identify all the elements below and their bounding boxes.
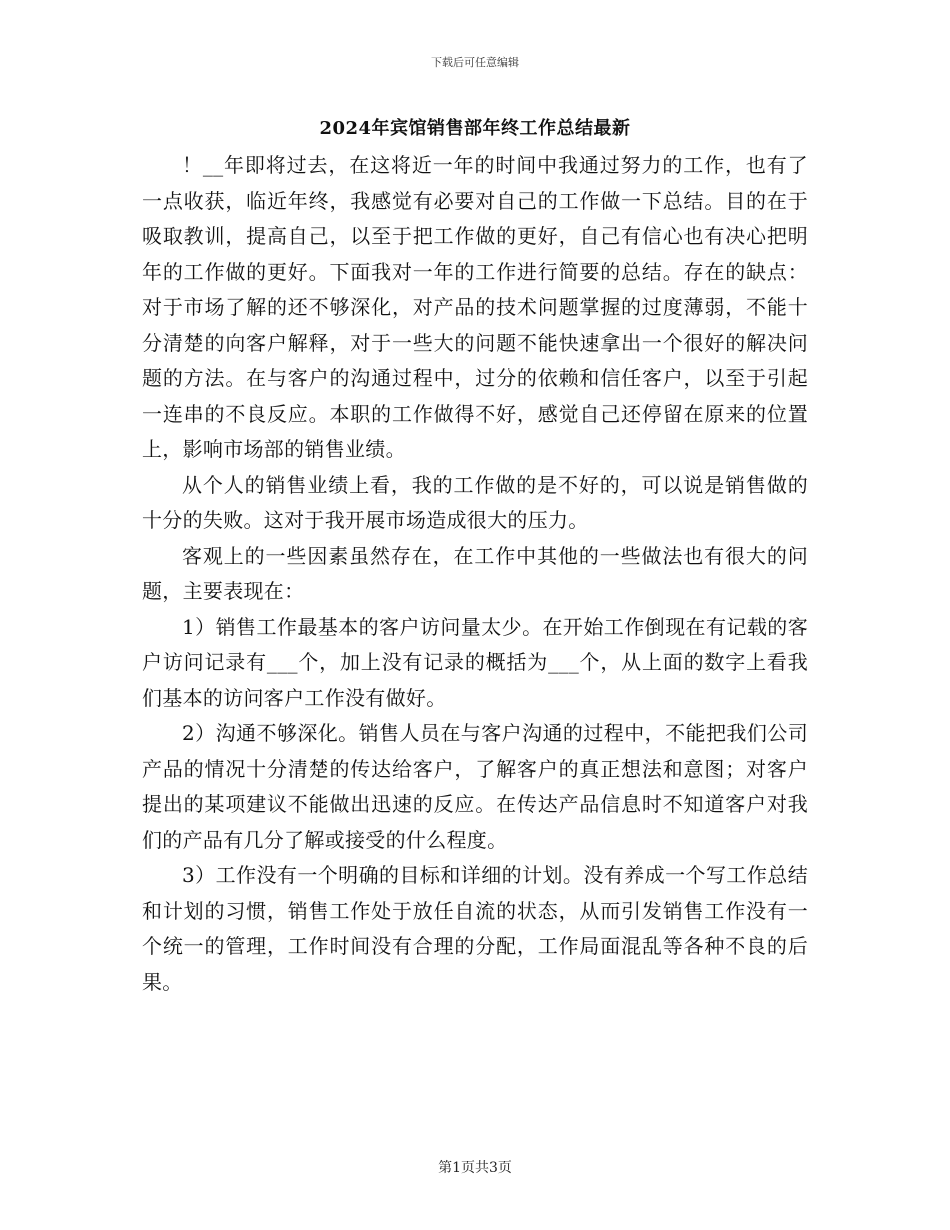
paragraph-sales-performance: 从个人的销售业绩上看，我的工作做的是不好的，可以说是销售做的十分的失败。这对于我开展市场造成很大的压力。 [142, 472, 808, 532]
page-number: 第1页共3页 [438, 1160, 512, 1176]
document-title: 2024年宾馆销售部年终工作总结最新 [319, 118, 631, 139]
paragraph-objective-factors: 客观上的一些因素虽然存在，在工作中其他的一些做法也有很大的问题，主要表现在： [142, 543, 808, 603]
paragraph-intro: ！__年即将过去，在这将近一年的时间中我通过努力的工作，也有了一点收获，临近年终，我感觉有必要对自己的工作做一下总结。目的在于吸取教训，提高自己，以至于把工作做的更好，自己有信心也有决心把明年的工作做的更好。下面我对一年的工作进行简要的总结。存在的缺点：对于市场了解的还不够深化，对产品的技术问题掌握的过度薄弱，不能十分清楚的向客户解释，对于一些大的问题不能快速拿出一个很好的解决问题的方法。在与客户的沟通过程中，过分的依赖和信任客户，以至于引起一连串的不良反应。本职的工作做得不好，感觉自己还停留在原来的位置上，影响市场部的销售业绩。 [142, 153, 808, 461]
paragraph-item-2: 2）沟通不够深化。销售人员在与客户沟通的过程中，不能把我们公司产品的情况十分清楚的传达给客户，了解客户的真正想法和意图；对客户提出的某项建议不能做出迅速的反应。在传达产品信息时不知道客户对我们的产品有几分了解或接受的什么程度。 [142, 721, 808, 852]
header-note: 下载后可任意编辑 [431, 56, 519, 69]
document-body [142, 148, 808, 1000]
paragraph-item-3: 3）工作没有一个明确的目标和详细的计划。没有养成一个写工作总结和计划的习惯，销售工作处于放任自流的状态，从而引发销售工作没有一个统一的管理，工作时间没有合理的分配，工作局面混乱等各种不良的后果。 [142, 863, 808, 994]
paragraph-item-1: 1）销售工作最基本的客户访问量太少。在开始工作倒现在有记载的客户访问记录有___个，加上没有记录的概括为___个，从上面的数字上看我们基本的访问客户工作没有做好。 [142, 614, 808, 710]
